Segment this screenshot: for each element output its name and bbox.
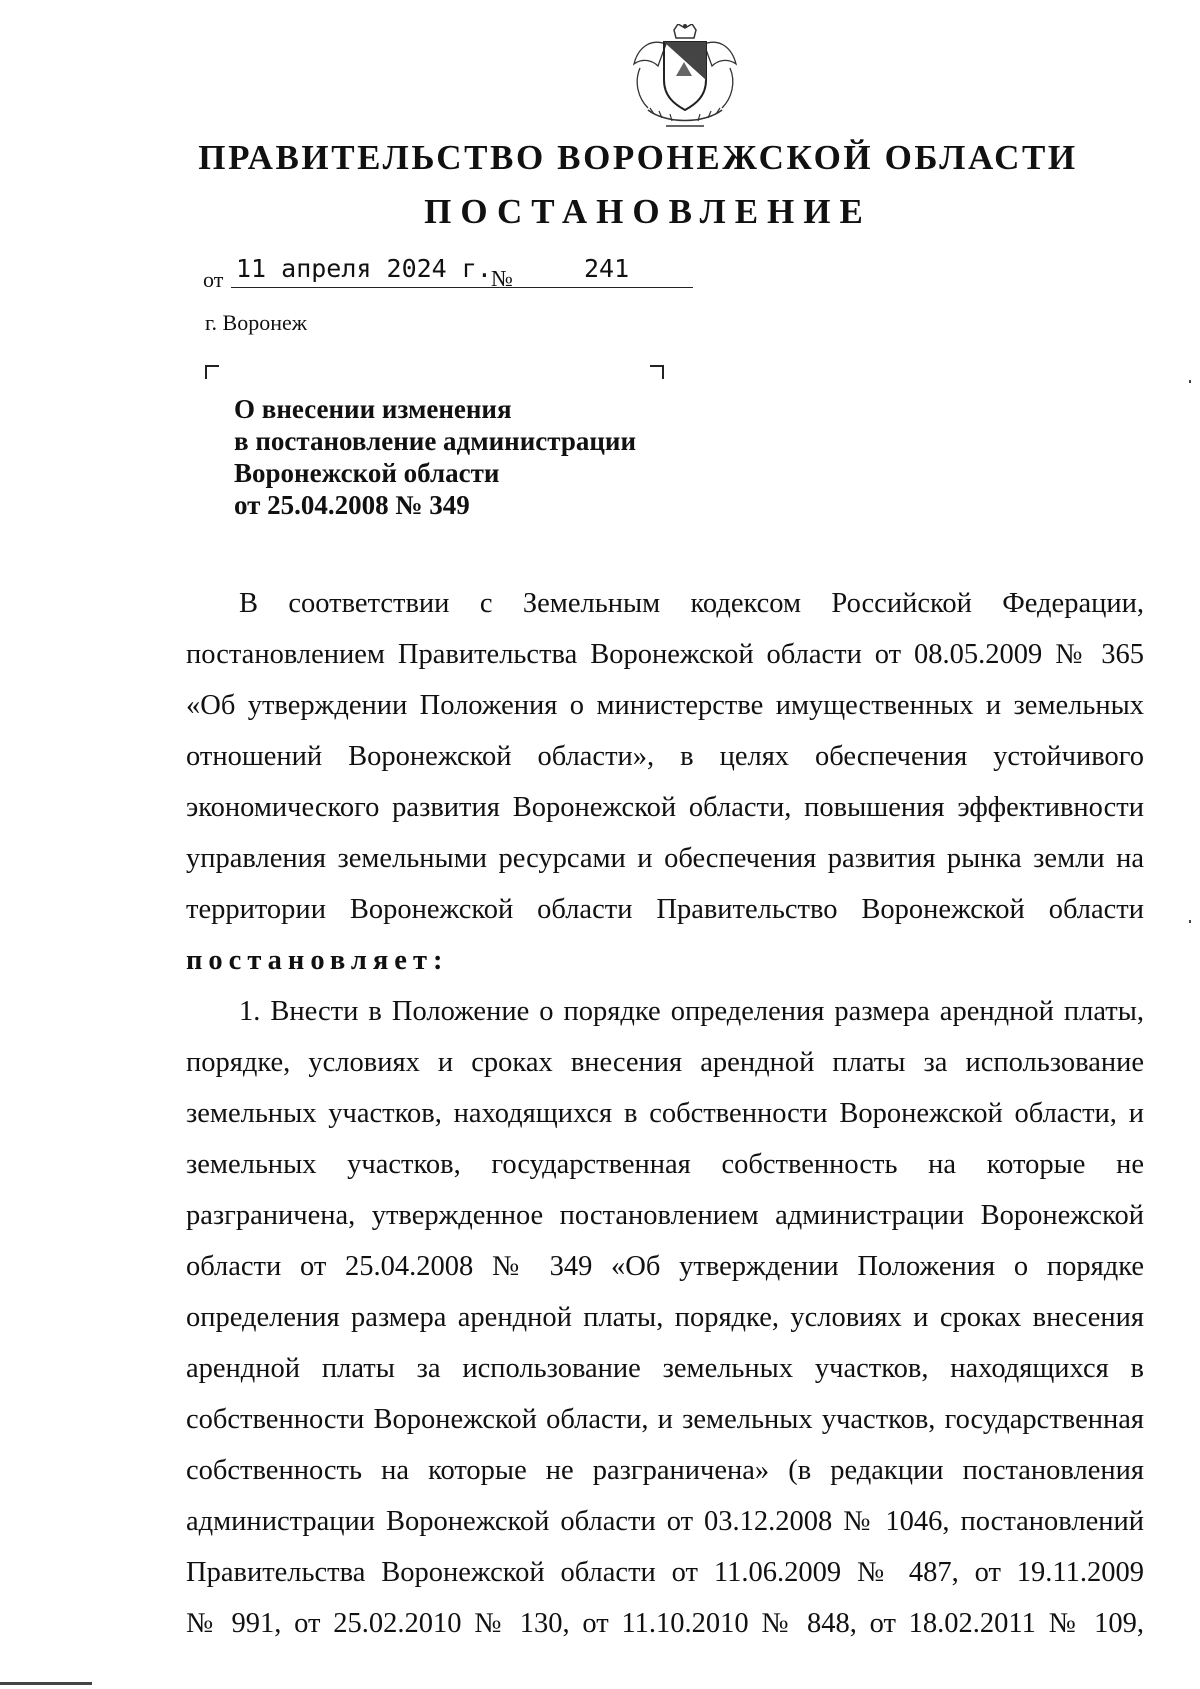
stamped-fields (236, 254, 696, 284)
body-line: области от 25.04.2008 № 349 «Об утверждении Положения о порядке (186, 1251, 1144, 1282)
date-number-row (203, 254, 673, 294)
issue-city: г. Воронеж (205, 310, 307, 335)
subject-line: Воронежской области (234, 458, 500, 488)
decree-date: 11 апреля 2024 г. (236, 254, 492, 283)
body-line: арендной платы за использование земельных участков, находящихся в (186, 1353, 1144, 1384)
number-sign: № (491, 266, 513, 291)
body-line: отношений Воронежской области», в целях обеспечения устойчивого (186, 741, 1144, 772)
scan-artifact (0, 1682, 92, 1685)
decree-number: 241 (584, 254, 630, 283)
body-text (186, 584, 1144, 1655)
date-prefix: от (203, 267, 224, 292)
body-line: «Об утверждении Положения о министерстве имущественных и земельных (186, 690, 1144, 721)
body-line: 1. Внести в Положение о порядке определения размера арендной платы, (239, 996, 1144, 1027)
body-line: земельных участков, находящихся в собственности Воронежской области, и (186, 1098, 1144, 1129)
resolves-word (186, 941, 1144, 992)
scan-artifact (1189, 380, 1191, 383)
body-line: управления земельными ресурсами и обеспечения развития рынка земли на (186, 843, 1144, 874)
body-line: земельных участков, государственная собственность на которые не (186, 1149, 1144, 1180)
body-line: разграничена, утвержденное постановлением администрации Воронежской (186, 1200, 1144, 1231)
subject-line: в постановление администрации (234, 426, 637, 456)
resolves-word-text: постановляет: (186, 945, 449, 976)
organization-title: ПРАВИТЕЛЬСТВО ВОРОНЕЖСКОЙ ОБЛАСТИ (198, 138, 1078, 177)
coat-of-arms-emblem (626, 24, 744, 132)
body-line: экономического развития Воронежской области, повышения эффективности (186, 792, 1144, 823)
body-line: № 991, от 25.02.2010 № 130, от 11.10.2010 № 848, от 18.02.2011 № 109, (186, 1608, 1144, 1639)
subject-heading (234, 393, 754, 521)
body-line: территории Воронежской области Правительство Воронежской области (186, 894, 1144, 925)
subject-line: от 25.04.2008 № 349 (234, 490, 470, 520)
body-line: собственность на которые не разграничена» (в редакции постановления (186, 1455, 1144, 1486)
subject-bracket-right (650, 365, 664, 379)
number-underline (523, 287, 667, 288)
body-line: В соответствии с Земельным кодексом Российской Федерации, (239, 588, 1144, 619)
body-line: постановлением Правительства Воронежской области от 08.05.2009 № 365 (186, 639, 1144, 670)
body-line: администрации Воронежской области от 03.12.2008 № 1046, постановлений (186, 1506, 1144, 1537)
document-type-title: ПОСТАНОВЛЕНИЕ (424, 192, 872, 231)
scan-artifact (1189, 920, 1191, 923)
body-line: Правительства Воронежской области от 11.06.2009 № 487, от 19.11.2009 (186, 1557, 1144, 1588)
subject-bracket-left (205, 365, 219, 379)
subject-line: О внесении изменения (234, 394, 512, 424)
body-line: определения размера арендной платы, порядке, условиях и сроках внесения (186, 1302, 1144, 1333)
body-line: порядке, условиях и сроках внесения арендной платы за использование (186, 1047, 1144, 1078)
body-line: собственности Воронежской области, и земельных участков, государственная (186, 1404, 1144, 1435)
